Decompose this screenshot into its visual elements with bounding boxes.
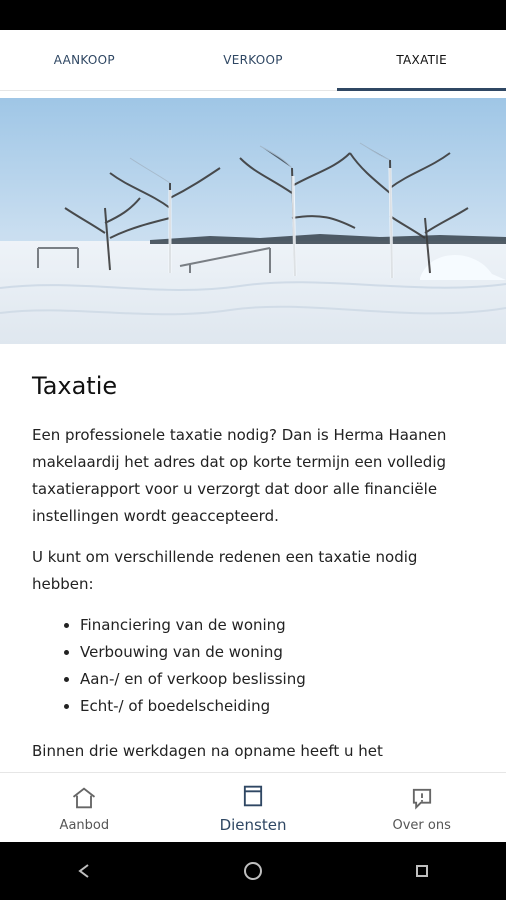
nav-label-diensten: Diensten (219, 816, 287, 834)
list-item: • Financiering van de woning (80, 612, 474, 639)
page-title: Taxatie (32, 372, 118, 400)
info-bubble-icon (408, 784, 436, 812)
reasons-list (32, 612, 474, 720)
active-tab-indicator (337, 88, 506, 91)
tab-aankoop[interactable] (0, 30, 169, 90)
content-panel (0, 344, 506, 772)
system-navigation-bar (0, 842, 506, 900)
nav-item-aanbod[interactable] (0, 773, 169, 843)
home-circle-icon[interactable] (241, 859, 265, 883)
bottom-navigation (0, 772, 506, 843)
reasons-paragraph: U kunt om verschillende redenen een taxatie nodig hebben: (32, 548, 418, 593)
tab-taxatie[interactable] (337, 30, 506, 90)
tab-aankoop-label: AANKOOP (53, 53, 115, 67)
nav-item-diensten[interactable] (169, 773, 338, 843)
status-bar (0, 0, 506, 30)
home-icon (70, 784, 98, 812)
nav-label-aanbod: Aanbod (59, 817, 110, 833)
tab-taxatie-label: TAXATIE (396, 53, 448, 67)
recents-icon[interactable] (410, 859, 434, 883)
tab-verkoop[interactable] (169, 30, 338, 90)
list-item: • Verbouwing van de woning (80, 639, 474, 666)
nav-item-over-ons[interactable] (337, 773, 506, 843)
list-item: • Echt-/ of boedelscheiding (80, 693, 474, 720)
intro-paragraph: Een professionele taxatie nodig? Dan is Herma Haanen makelaardij het adres dat op korte termijn een volledig taxatierapport voor u verzorgt dat door alle financiële instellingen wordt geaccepteerd. (32, 426, 447, 525)
nav-label-over-ons: Over ons (392, 817, 451, 833)
top-tabs (0, 30, 506, 91)
hero-image (0, 98, 506, 344)
list-item: • Aan-/ en of verkoop beslissing (80, 666, 474, 693)
back-icon[interactable] (72, 859, 96, 883)
box-icon (239, 782, 267, 810)
tab-verkoop-label: VERKOOP (223, 53, 283, 67)
trailing-paragraph: Binnen drie werkdagen na opname heeft u het (32, 742, 383, 760)
